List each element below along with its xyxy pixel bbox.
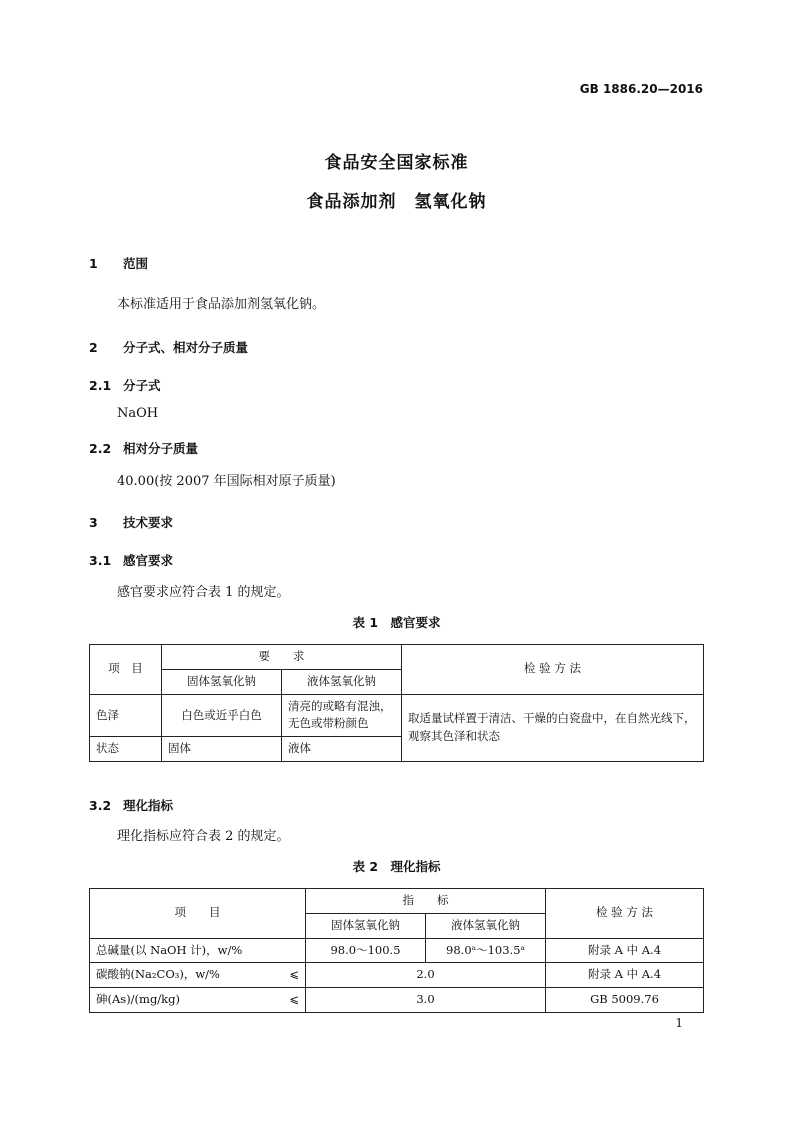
table-cell: 色泽: [90, 694, 162, 737]
table-cell: 附录 A 中 A.4: [546, 963, 704, 988]
table-row: [90, 963, 704, 988]
subsection-heading: 3.2 理化指标: [89, 798, 174, 813]
subsection-heading: 2.1 分子式: [89, 378, 161, 393]
table-header-method: 检 验 方 法: [546, 889, 704, 939]
subsection-heading: 2.2 相对分子质量: [89, 441, 199, 456]
paragraph: 感官要求应符合表 1 的规定。: [117, 585, 290, 600]
table-cell: 状态: [90, 737, 162, 762]
table-cell: 98.0～100.5: [306, 938, 426, 963]
table-cell: 液体: [282, 737, 402, 762]
page-number: 1: [675, 1016, 683, 1030]
document-subtitle: 食品添加剂 氢氧化钠: [306, 192, 487, 212]
table-header-solid: 固体氢氧化钠: [306, 913, 426, 938]
table-caption: 表 1 感官要求: [352, 615, 441, 630]
table-cell: 2.0: [306, 963, 546, 988]
section-heading: 2 分子式、相对分子质量: [89, 340, 249, 355]
table-row: [90, 938, 704, 963]
table-header-requirement: 要 求: [162, 645, 402, 670]
table-physicochemical: [89, 888, 704, 1013]
table-header-solid: 固体氢氧化钠: [162, 669, 282, 694]
table-cell-method: 取适量试样置于清洁、干燥的白瓷盘中，在自然光线下，观察其色泽和状态: [402, 694, 704, 761]
table-header-liquid: 液体氢氧化钠: [282, 669, 402, 694]
table-header-index: 指 标: [306, 889, 546, 914]
table-cell: [90, 963, 306, 988]
table-cell: 98.0ᵃ～103.5ᵃ: [426, 938, 546, 963]
item-label: 砷(As)/(mg/kg): [96, 992, 180, 1007]
less-equal-symbol: ⩽: [289, 992, 299, 1007]
paragraph: 40.00(按 2007 年国际相对原子质量): [117, 474, 336, 489]
table-row: [90, 694, 704, 737]
section-heading: 1 范围: [89, 256, 149, 271]
document-title: 食品安全国家标准: [324, 153, 469, 173]
table-header-liquid: 液体氢氧化钠: [426, 913, 546, 938]
paragraph: 本标准适用于食品添加剂氢氧化钠。: [117, 297, 326, 312]
table-cell: 总碱量(以 NaOH 计)，w/%: [90, 938, 306, 963]
standard-number: GB 1886.20—2016: [579, 82, 703, 96]
table-cell: 清亮的或略有混浊，无色或带粉颜色: [282, 694, 402, 737]
subsection-heading: 3.1 感官要求: [89, 553, 174, 568]
table-caption: 表 2 理化指标: [352, 859, 441, 874]
table-cell: GB 5009.76: [546, 988, 704, 1013]
item-label: 碳酸钠(Na₂CO₃)，w/%: [96, 967, 220, 982]
table-header-item: 项 目: [90, 645, 162, 695]
table-cell: 附录 A 中 A.4: [546, 938, 704, 963]
formula: NaOH: [117, 406, 159, 421]
table-header-method: 检 验 方 法: [402, 645, 704, 695]
table-sensory: [89, 644, 704, 762]
table-row: [90, 988, 704, 1013]
table-header-item: 项 目: [90, 889, 306, 939]
less-equal-symbol: ⩽: [289, 967, 299, 982]
paragraph: 理化指标应符合表 2 的规定。: [117, 829, 290, 844]
section-heading: 3 技术要求: [89, 515, 174, 530]
table-cell: 白色或近乎白色: [162, 694, 282, 737]
table-cell: 固体: [162, 737, 282, 762]
table-cell: [90, 988, 306, 1013]
table-cell: 3.0: [306, 988, 546, 1013]
